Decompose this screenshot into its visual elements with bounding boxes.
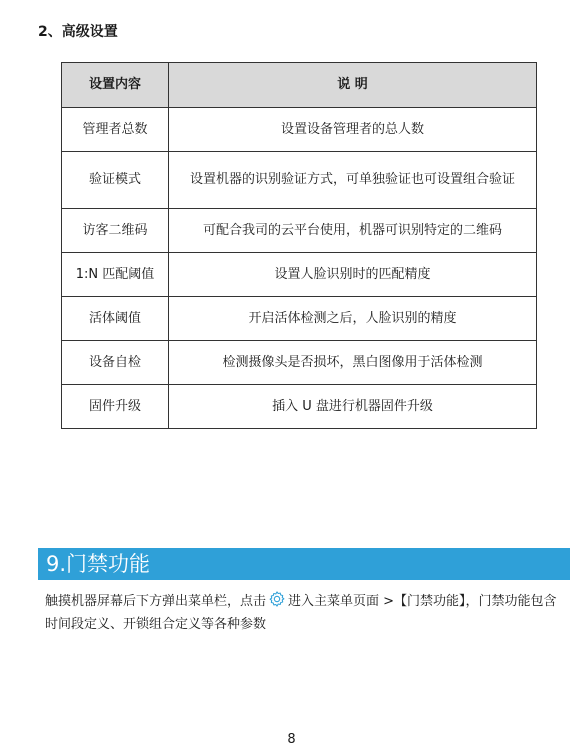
table-header-row	[62, 63, 537, 108]
header-setting-item: 设置内容	[62, 63, 169, 108]
setting-item: 访客二维码	[62, 209, 169, 253]
body-paragraph	[45, 590, 561, 636]
setting-item: 设备自检	[62, 341, 169, 385]
table-row	[62, 152, 537, 209]
chapter-title: 9.门禁功能	[46, 552, 151, 576]
setting-description: 可配合我司的云平台使用，机器可识别特定的二维码	[169, 209, 537, 253]
setting-description: 检测摄像头是否损坏，黑白图像用于活体检测	[169, 341, 537, 385]
table-row	[62, 385, 537, 429]
setting-description: 设置设备管理者的总人数	[169, 108, 537, 152]
chapter-banner	[38, 548, 570, 580]
page-number: 8	[287, 732, 296, 747]
header-description: 说 明	[169, 63, 537, 108]
setting-description: 设置人脸识别时的匹配精度	[169, 253, 537, 297]
settings-table	[61, 62, 537, 429]
table-row	[62, 209, 537, 253]
table-row	[62, 253, 537, 297]
paragraph-text-after: 进入主菜单页面 >【门禁功能】，门禁功能包含时间段定义、开锁组合定义等各种参数	[45, 594, 557, 632]
setting-item: 固件升级	[62, 385, 169, 429]
section-heading: 2、高级设置	[38, 24, 118, 40]
table-row	[62, 341, 537, 385]
table-row	[62, 297, 537, 341]
setting-item: 验证模式	[62, 152, 169, 209]
setting-description: 插入 U 盘进行机器固件升级	[169, 385, 537, 429]
setting-description: 设置机器的识别验证方式，可单独验证也可设置组合验证	[169, 152, 537, 209]
table-row	[62, 108, 537, 152]
setting-description: 开启活体检测之后，人脸识别的精度	[169, 297, 537, 341]
setting-item: 1:N 匹配阈值	[62, 253, 169, 297]
gear-icon	[268, 590, 286, 608]
paragraph-text-before: 触摸机器屏幕后下方弹出菜单栏，点击	[45, 594, 267, 609]
setting-item: 管理者总数	[62, 108, 169, 152]
setting-item: 活体阈值	[62, 297, 169, 341]
